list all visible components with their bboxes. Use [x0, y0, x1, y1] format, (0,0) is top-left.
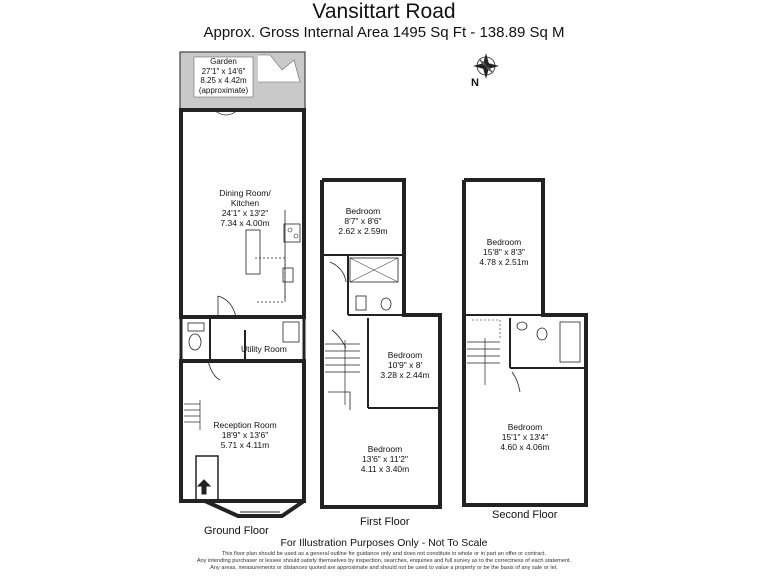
gross-area-subtitle: Approx. Gross Internal Area 1495 Sq Ft - 138.89 Sq M — [203, 24, 565, 41]
disclaimer-line: Any areas, measurements or distances quoted are approximate and should not be used to value a property or be the basis of any sale or let. — [210, 565, 558, 571]
room-first-bedroom-a — [328, 206, 398, 236]
room-dimensions-imperial: 8'7" x 8'6" — [344, 216, 382, 226]
floor-label-first: First Floor — [360, 516, 410, 528]
room-first-bedroom-b — [372, 350, 438, 380]
room-reception — [200, 420, 290, 450]
illustration-note: For Illustration Purposes Only - Not To Scale — [280, 537, 488, 549]
room-name: Bedroom — [367, 444, 403, 454]
room-dimensions-metric: 4.11 x 3.40m — [360, 464, 410, 474]
second-floor-plan — [464, 180, 586, 505]
room-name: Bedroom — [345, 206, 381, 216]
room-dimensions-imperial: 18'9" x 13'6" — [221, 430, 269, 440]
room-name: Bedroom — [486, 237, 522, 247]
room-name: Dining Room/ — [219, 188, 271, 198]
room-second-bedroom-b — [480, 422, 570, 452]
room-dimensions-imperial: 15'1" x 13'4" — [501, 432, 549, 442]
compass-north-label: N — [471, 77, 479, 89]
compass-rose-icon — [473, 53, 499, 79]
floor-label-ground: Ground Floor — [204, 525, 269, 537]
room-dimensions-metric: 4.60 x 4.06m — [500, 442, 550, 452]
garden-label — [194, 57, 253, 95]
room-dimensions-imperial: 24'1" x 13'2" — [221, 208, 269, 218]
room-dining-kitchen — [200, 188, 290, 228]
disclaimer-line: This floor plan should be used as a general outline for guidance only and does not constitute in whole or in part an offer or contract. — [221, 551, 547, 557]
room-dimensions-metric: 5.71 x 4.11m — [220, 440, 270, 450]
room-name: Reception Room — [213, 420, 277, 430]
room-dimensions-metric: 3.28 x 2.44m — [380, 370, 430, 380]
room-dimensions-metric: 4.78 x 2.51m — [479, 257, 529, 267]
floor-label-second: Second Floor — [492, 509, 558, 521]
page-title: Vansittart Road — [312, 0, 456, 23]
room-name: Utility Room — [241, 344, 287, 354]
garden-dimensions-imperial: 27'1" x 14'6" — [201, 66, 246, 76]
room-name: Bedroom — [387, 350, 423, 360]
room-first-bedroom-c — [340, 444, 430, 474]
room-dimensions-metric: 7.34 x 4.00m — [220, 218, 270, 228]
room-utility — [241, 344, 297, 354]
disclaimer-line: Any intending purchaser or lessee should satisfy themselves by inspection, searches, enquiries and full survey as to the correctness of each statement. — [196, 558, 572, 564]
garden-note: (approximate) — [198, 85, 249, 95]
room-dimensions-metric: 2.62 x 2.59m — [338, 226, 388, 236]
garden-name: Garden — [210, 57, 237, 66]
room-name-line2: Kitchen — [230, 198, 260, 208]
room-name: Bedroom — [507, 422, 543, 432]
disclaimer — [120, 551, 648, 572]
room-second-bedroom-a — [468, 237, 540, 267]
room-dimensions-imperial: 10'9" x 8' — [387, 360, 423, 370]
garden-dimensions-metric: 8.25 x 4.42m — [200, 76, 247, 85]
room-dimensions-imperial: 15'8" x 8'3" — [483, 247, 525, 257]
room-dimensions-imperial: 13'6" x 11'2" — [362, 454, 408, 464]
